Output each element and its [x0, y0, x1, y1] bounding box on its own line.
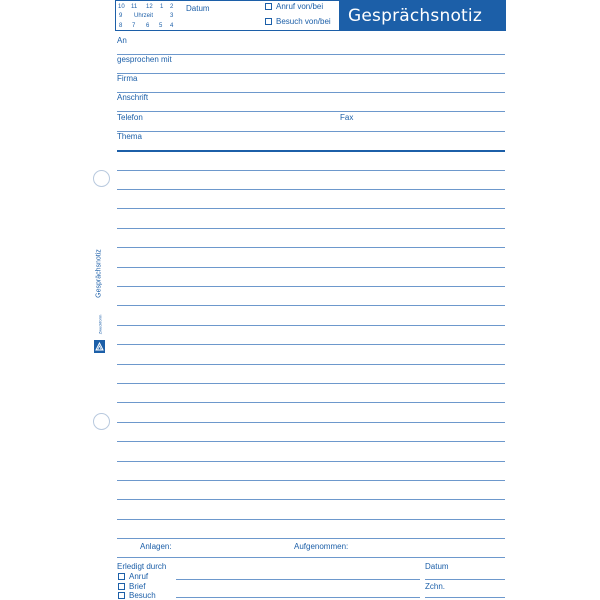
aufgenommen-label: Aufgenommen: — [294, 542, 349, 551]
field-label-gesprochen-mit: gesprochen mit — [117, 55, 172, 64]
brand-logo — [95, 313, 105, 339]
writing-line[interactable] — [117, 461, 505, 462]
clock-number: 2 — [170, 4, 174, 10]
side-form-name-label: Gesprächsnotiz — [95, 249, 103, 298]
erledigt-besuch-checkbox[interactable] — [118, 592, 125, 599]
time-clock-field[interactable] — [118, 3, 180, 31]
writing-line[interactable] — [117, 305, 505, 306]
side-form-name — [93, 248, 105, 308]
erledigt-besuch-label: Besuch — [129, 591, 156, 600]
anlagen-label: Anlagen: — [140, 542, 172, 551]
zchn-label: Zchn. — [425, 582, 446, 591]
clock-number: 8 — [119, 23, 123, 29]
field-line-anschrift[interactable] — [117, 111, 505, 112]
anruf-checkbox[interactable] — [265, 3, 272, 10]
clock-number: 7 — [132, 23, 136, 29]
page-title: Gesprächsnotiz — [348, 6, 482, 26]
field-line-an[interactable] — [117, 54, 505, 55]
field-line-telefon[interactable] — [117, 131, 505, 132]
clock-number: 6 — [146, 23, 150, 29]
writing-line[interactable] — [117, 480, 505, 481]
footer-date-label: Datum — [425, 562, 449, 571]
writing-line[interactable] — [117, 208, 505, 209]
erledigt-anruf-line[interactable] — [176, 579, 420, 580]
clock-number: 12 — [146, 4, 153, 10]
zchn-line[interactable] — [425, 597, 505, 598]
footer-line-anlagen[interactable] — [117, 557, 505, 558]
title-banner — [339, 0, 506, 31]
punch-hole — [93, 170, 110, 187]
punch-hole — [93, 413, 110, 430]
writing-line[interactable] — [117, 247, 505, 248]
clock-number: 10 — [118, 4, 125, 10]
besuch-checkbox[interactable] — [265, 18, 272, 25]
writing-line[interactable] — [117, 286, 505, 287]
clock-number: 4 — [170, 23, 174, 29]
clock-number: 11 — [131, 4, 138, 10]
erledigt-anruf-label: Anruf — [129, 572, 149, 581]
field-line-gesprochen-mit[interactable] — [117, 73, 505, 74]
field-label-anschrift: Anschrift — [117, 93, 149, 102]
writing-line[interactable] — [117, 325, 505, 326]
erledigt-anruf-checkbox[interactable] — [118, 573, 125, 580]
brand-label: Zweckform — [97, 314, 103, 335]
erledigt-besuch-line[interactable] — [176, 597, 420, 598]
writing-line[interactable] — [117, 441, 505, 442]
writing-line[interactable] — [117, 538, 505, 539]
besuch-label: Besuch von/bei — [276, 17, 331, 26]
field-label-firma: Firma — [117, 74, 138, 83]
writing-line[interactable] — [117, 519, 505, 520]
field-line-firma[interactable] — [117, 92, 505, 93]
writing-line[interactable] — [117, 364, 505, 365]
avery-logo-icon — [94, 340, 105, 353]
field-label-fax: Fax — [340, 113, 354, 122]
writing-line[interactable] — [117, 189, 505, 190]
date-label: Datum — [186, 4, 210, 13]
field-label-an: An — [117, 36, 127, 45]
clock-number: 3 — [170, 13, 174, 19]
erledigt-durch-label: Erledigt durch — [117, 562, 167, 571]
field-line-thema[interactable] — [117, 150, 505, 152]
writing-line[interactable] — [117, 344, 505, 345]
erledigt-brief-checkbox[interactable] — [118, 583, 125, 590]
writing-line[interactable] — [117, 422, 505, 423]
writing-line[interactable] — [117, 170, 505, 171]
anruf-label: Anruf von/bei — [276, 2, 324, 11]
erledigt-brief-label: Brief — [129, 582, 146, 591]
clock-center-label: Uhrzeit — [134, 13, 154, 19]
clock-number: 9 — [119, 13, 123, 19]
writing-line[interactable] — [117, 499, 505, 500]
clock-number: 1 — [160, 4, 164, 10]
field-label-telefon: Telefon — [117, 113, 143, 122]
field-label-thema: Thema — [117, 132, 142, 141]
datum-line[interactable] — [425, 579, 505, 580]
writing-line[interactable] — [117, 402, 505, 403]
clock-number: 5 — [159, 23, 163, 29]
writing-line[interactable] — [117, 267, 505, 268]
writing-line[interactable] — [117, 228, 505, 229]
brand-logo-icon — [94, 340, 105, 353]
writing-line[interactable] — [117, 383, 505, 384]
